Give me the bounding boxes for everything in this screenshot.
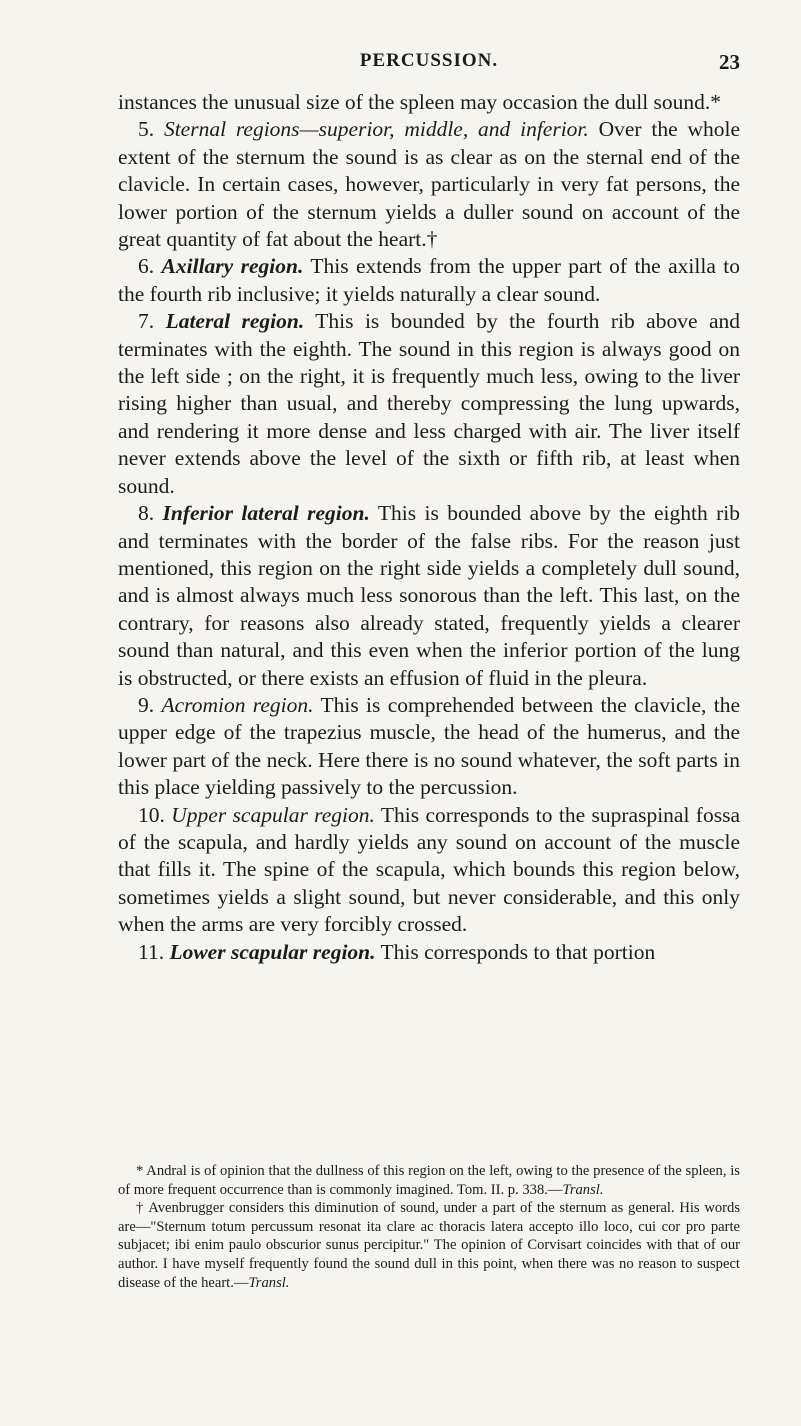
- paragraph-axillary-region: [118, 253, 740, 308]
- footnote-text: † Avenbrugger considers this diminution of sound, under a part of the sternum as general. His words are—"Sternum totum percussum resonat ita clare ac thoracis latera accepto illo loco, cui cor pro parte subjacet; ibi enim paulo obscurior sunus percipitur." The opinion of Corvisart coincides with that of our author. I have myself frequently found the sound dull in this point, when there was no reason to suspect disease of the heart.—: [118, 1200, 740, 1291]
- paragraph-lower-scapular-region: [118, 939, 740, 966]
- paragraph-number: 5.: [138, 117, 155, 142]
- paragraph-text: This corresponds to the supraspinal fossa of the scapula, and hardly yields any sound on account of the muscle that fills it. The spine of the scapula, which bounds this region below, sometimes yields a slight sound, but never considerable, and this only when the arms are very forcibly crossed.: [118, 802, 740, 937]
- paragraph-number: 7.: [138, 309, 155, 334]
- paragraph-upper-scapular-region: [118, 802, 740, 939]
- paragraph-continuation: [118, 89, 740, 116]
- paragraph-text: This is bounded by the fourth rib above and terminates with the eighth. The sound in this region is always good on the left side ; on the right, it is frequently much less, owing to the liver rising higher than usual, and thereby compressing the lung upwards, and rendering it more dense and less charged with air. The liver itself never extends above the level of the sixth or fifth rib, at least when sound.: [118, 309, 740, 498]
- footnote-signature: Transl.: [562, 1181, 604, 1198]
- footnote-andral: [118, 1162, 740, 1199]
- footnotes: [118, 1162, 740, 1292]
- paragraph-title: Inferior lateral region.: [162, 501, 370, 526]
- paragraph-number: 11.: [138, 939, 165, 964]
- paragraph-acromion-region: [118, 692, 740, 802]
- running-head: PERCUSSION.: [359, 50, 499, 71]
- paragraph-number: 8.: [138, 501, 155, 526]
- paragraph-lateral-region: [118, 308, 740, 500]
- paragraph-number: 10.: [138, 802, 165, 827]
- paragraph-number: 9.: [138, 692, 155, 717]
- paragraph-title: Sternal regions—superior, middle, and inferior.: [163, 117, 589, 142]
- paragraph-title: Acromion region.: [161, 692, 314, 717]
- paragraph-text: This is bounded above by the eighth rib and terminates with the border of the false ribs. For the reason just mentioned, this region on the right side yields a completely dull sound, and is almost always much less sonorous than the left. This last, on the contrary, for reasons also already stated, frequently yields a clearer sound than natural, and this even when the inferior portion of the lung is obstructed, or there exists an effusion of fluid in the pleura.: [118, 501, 740, 690]
- footnote-signature: Transl.: [248, 1274, 290, 1291]
- paragraph-title: Axillary region.: [161, 254, 304, 279]
- paragraph-title: Upper scapular region.: [171, 802, 375, 827]
- paragraph-title: Lower scapular region.: [169, 939, 376, 964]
- footnote-avenbrugger: [118, 1199, 740, 1292]
- paragraph-text: instances the unusual size of the spleen may occasion the dull sound.*: [118, 90, 722, 114]
- paragraph-text: Over the whole extent of the sternum the sound is as clear as on the sternal end of the clavicle. In certain cases, however, particularly in very fat persons, the lower portion of the sternum yields a duller sound on account of the great quantity of fat about the heart.†: [118, 117, 740, 252]
- footnote-text: * Andral is of opinion that the dullness of this region on the left, owing to the presence of the spleen, is of more frequent occurrence than is commonly imagined. Tom. II. p. 338.—: [118, 1163, 740, 1198]
- paragraph-number: 6.: [138, 254, 155, 279]
- page-number: 23: [719, 50, 740, 74]
- paragraph-text: This extends from the upper part of the axilla to the fourth rib inclusive; it yields naturally a clear sound.: [118, 254, 740, 306]
- page-header: [118, 50, 740, 80]
- paragraph-text: This is comprehended between the clavicle, the upper edge of the trapezius muscle, the head of the humerus, and the lower part of the neck. Here there is no sound whatever, the soft parts in this place yielding passively to the percussion.: [118, 692, 740, 800]
- paragraph-inferior-lateral-region: [118, 500, 740, 692]
- paragraph-title: Lateral region.: [165, 309, 305, 334]
- paragraph-text: This corresponds to that portion: [380, 939, 656, 964]
- body-text: [118, 89, 740, 966]
- paragraph-sternal-regions: [118, 116, 740, 253]
